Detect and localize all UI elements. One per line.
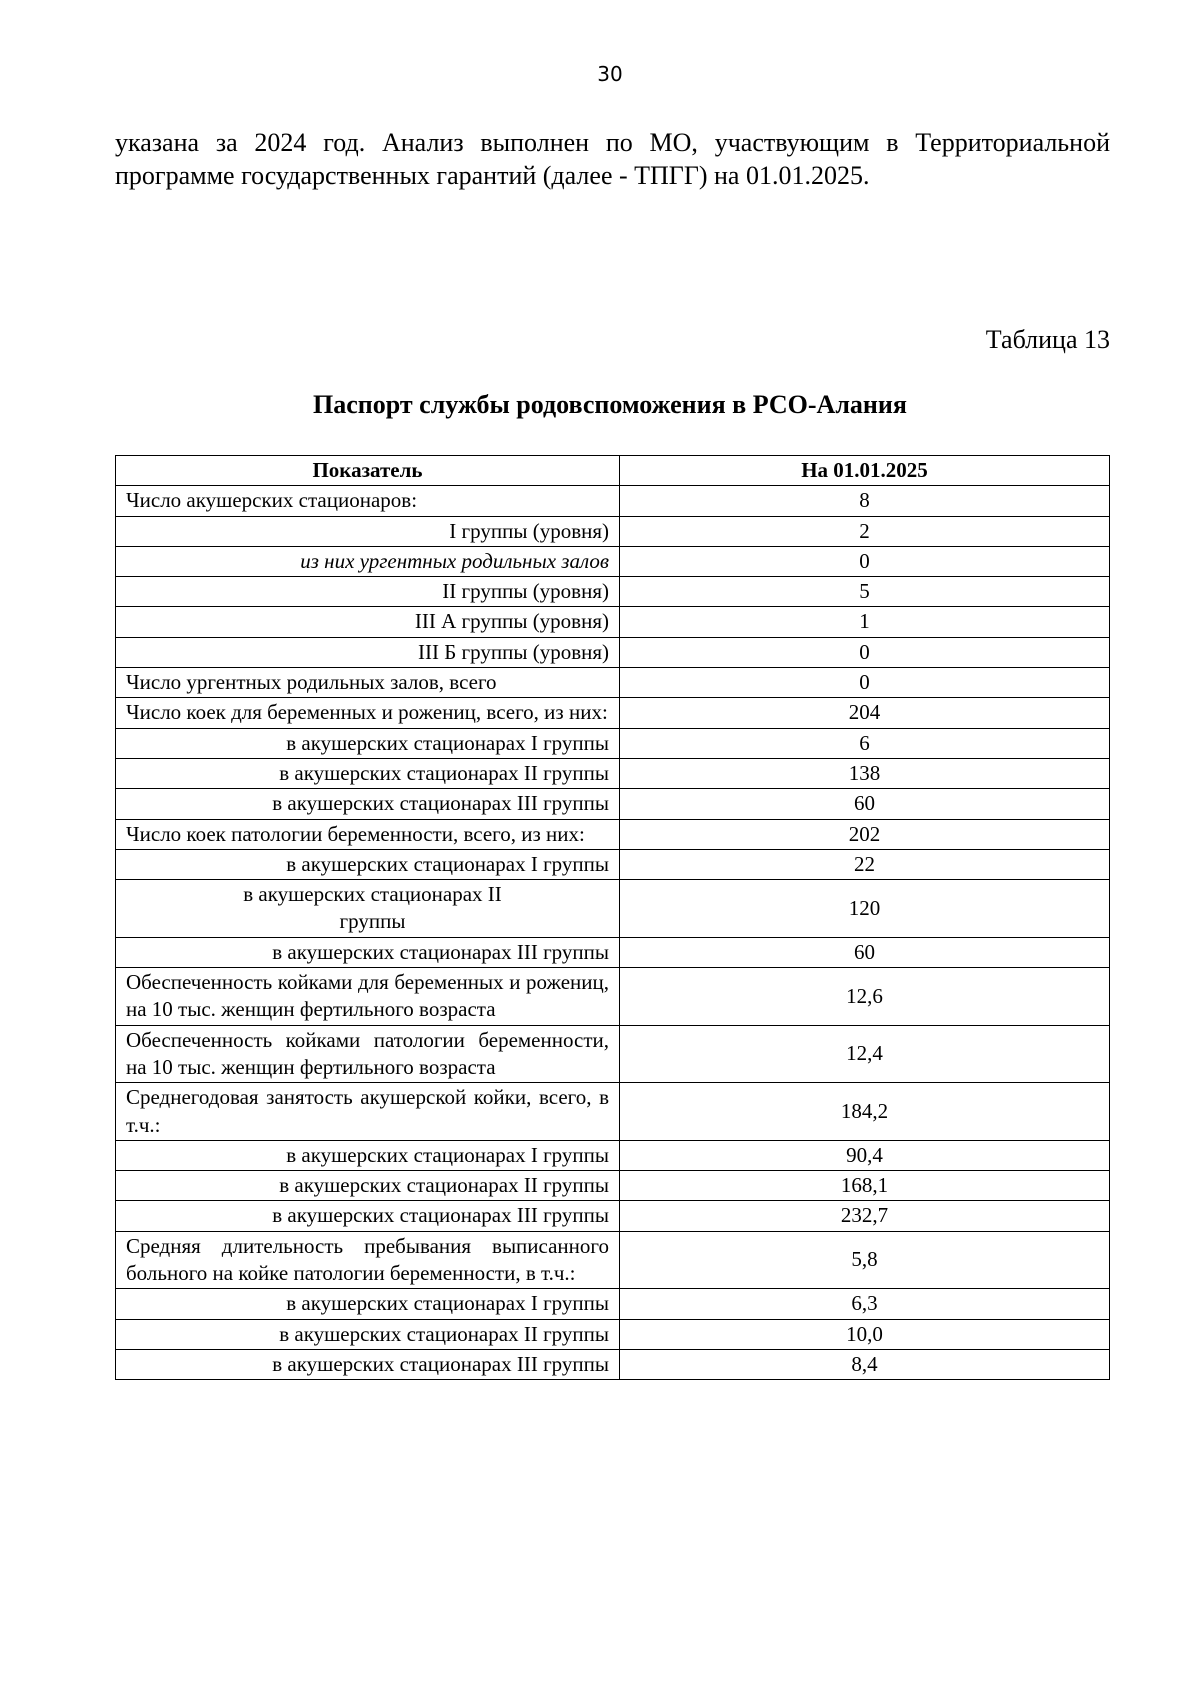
table-label: Таблица 13 (985, 325, 1110, 354)
row-value: 8,4 (620, 1349, 1110, 1379)
table-row (116, 1171, 1110, 1201)
row-value: 6,3 (620, 1289, 1110, 1319)
table-row (116, 849, 1110, 879)
table-row (116, 968, 1110, 1026)
row-value: 0 (620, 637, 1110, 667)
row-indicator: в акушерских стационарах III группы (116, 1349, 620, 1379)
row-indicator: Число коек для беременных и рожениц, всего, из них: (116, 698, 620, 728)
row-value: 12,4 (620, 1025, 1110, 1083)
table-row (116, 819, 1110, 849)
row-indicator: Средняя длительность пребывания выписанного больного на койке патологии беременности, в т.ч.: (116, 1231, 620, 1289)
table-title: Паспорт службы родовспоможения в РСО-Алания (313, 390, 907, 419)
row-value: 6 (620, 728, 1110, 758)
table-row (116, 789, 1110, 819)
row-indicator: в акушерских стационарах II группы (116, 1319, 620, 1349)
header-date: На 01.01.2025 (620, 456, 1110, 486)
row-value: 0 (620, 546, 1110, 576)
row-indicator: в акушерских стационарах I группы (116, 1140, 620, 1170)
row-indicator: в акушерских стационарах III группы (116, 937, 620, 967)
table-row (116, 880, 1110, 938)
row-indicator: в акушерских стационарах II группы (116, 758, 620, 788)
table-row (116, 637, 1110, 667)
row-value: 204 (620, 698, 1110, 728)
row-value: 5 (620, 577, 1110, 607)
table-row (116, 577, 1110, 607)
row-value: 22 (620, 849, 1110, 879)
row-value: 120 (620, 880, 1110, 938)
row-indicator: в акушерских стационарах I группы (116, 728, 620, 758)
table-row (116, 1201, 1110, 1231)
table-row (116, 698, 1110, 728)
row-value: 0 (620, 668, 1110, 698)
row-indicator: Обеспеченность койками для беременных и рожениц, на 10 тыс. женщин фертильного возраста (116, 968, 620, 1026)
row-value: 10,0 (620, 1319, 1110, 1349)
row-value: 8 (620, 486, 1110, 516)
row-indicator: Число коек патологии беременности, всего, из них: (116, 819, 620, 849)
row-indicator: Среднегодовая занятость акушерской койки, всего, в т.ч.: (116, 1083, 620, 1141)
table-row (116, 728, 1110, 758)
table-row (116, 1231, 1110, 1289)
table-row (116, 516, 1110, 546)
row-indicator: в акушерских стационарах I группы (116, 849, 620, 879)
header-indicator: Показатель (116, 456, 620, 486)
row-value: 60 (620, 789, 1110, 819)
row-value: 12,6 (620, 968, 1110, 1026)
row-value: 60 (620, 937, 1110, 967)
table-row (116, 1289, 1110, 1319)
row-indicator: Число акушерских стационаров: (116, 486, 620, 516)
row-indicator: I группы (уровня) (116, 516, 620, 546)
row-indicator: в акушерских стационарах I группы (116, 1289, 620, 1319)
row-indicator: в акушерских стационарах III группы (116, 789, 620, 819)
row-indicator: в акушерских стационарах III группы (116, 1201, 620, 1231)
table-row (116, 1083, 1110, 1141)
table-row (116, 937, 1110, 967)
row-value: 202 (620, 819, 1110, 849)
page-number: 30 (597, 62, 623, 86)
table-row (116, 668, 1110, 698)
row-value: 90,4 (620, 1140, 1110, 1170)
row-indicator: в акушерских стационарах II группы (116, 1171, 620, 1201)
row-indicator: II группы (уровня) (116, 577, 620, 607)
table-row (116, 607, 1110, 637)
row-value: 2 (620, 516, 1110, 546)
row-indicator: III А группы (уровня) (116, 607, 620, 637)
table-row (116, 486, 1110, 516)
row-indicator: в акушерских стационарах II группы (116, 880, 620, 938)
row-value: 168,1 (620, 1171, 1110, 1201)
table-row (116, 1140, 1110, 1170)
table-row (116, 1349, 1110, 1379)
row-value: 138 (620, 758, 1110, 788)
row-value: 1 (620, 607, 1110, 637)
table-row (116, 1319, 1110, 1349)
table-header-row (116, 456, 1110, 486)
row-indicator: Число ургентных родильных залов, всего (116, 668, 620, 698)
row-value: 5,8 (620, 1231, 1110, 1289)
row-indicator: III Б группы (уровня) (116, 637, 620, 667)
intro-paragraph: указана за 2024 год. Анализ выполнен по МО, участвующим в Территориальной программе государственных гарантий (далее - ТПГГ) на 01.01.2025. (115, 128, 1110, 190)
row-indicator: из них ургентных родильных залов (116, 546, 620, 576)
passport-table (115, 455, 1110, 1380)
row-value: 232,7 (620, 1201, 1110, 1231)
table-row (116, 758, 1110, 788)
table-row (116, 1025, 1110, 1083)
table-row (116, 546, 1110, 576)
row-value: 184,2 (620, 1083, 1110, 1141)
row-indicator: Обеспеченность койками патологии беременности, на 10 тыс. женщин фертильного возраста (116, 1025, 620, 1083)
